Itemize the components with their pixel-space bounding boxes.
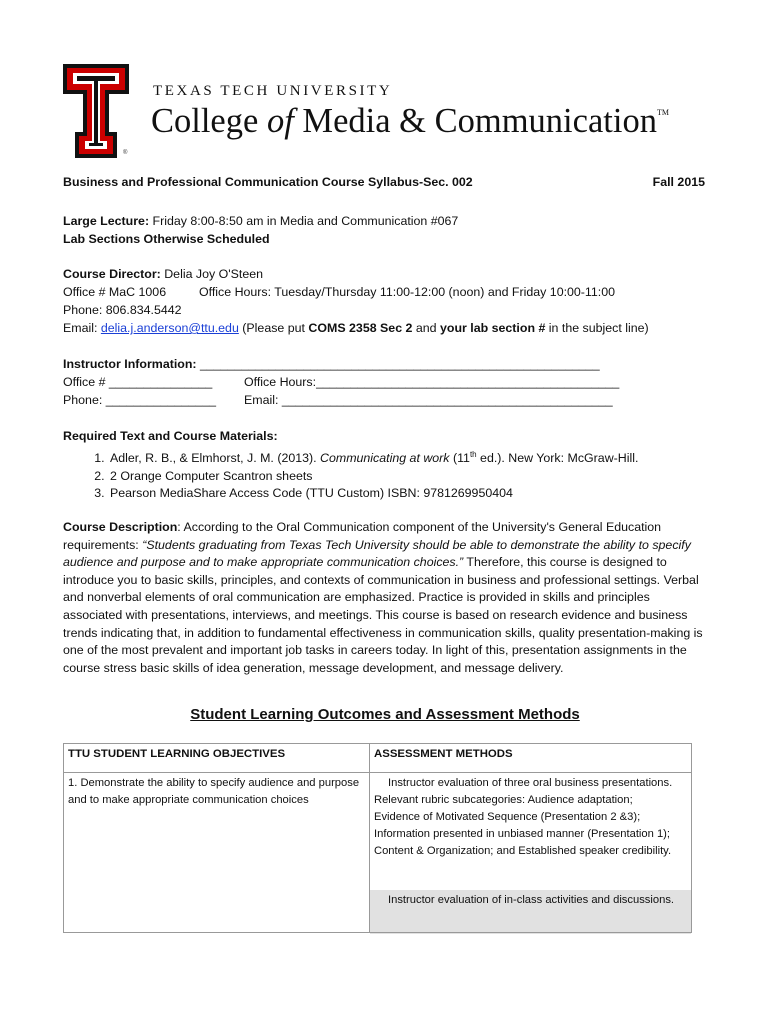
list-item: 3. Pearson MediaShare Access Code (TTU Custom) ISBN: 9781269950404 [108,485,638,503]
director-office-hours: Office Hours: Tuesday/Thursday 11:00-12:00 (noon) and Friday 10:00-11:00 [199,285,616,299]
materials-heading: Required Text and Course Materials: [63,429,278,443]
director-phone: Phone: 806.834.5442 [63,303,182,317]
college-logo [63,64,723,164]
instructor-office: Office # _______________ [63,375,213,389]
director-office: Office # MaC 1006 [63,285,167,299]
instructor-info: Instructor Information: __________________________________________________________ [63,357,600,371]
table-row [64,773,692,933]
course-title: Business and Professional Communication Course Syllabus-Sec. 002 [63,175,473,189]
director-email-link[interactable]: delia.j.anderson@ttu.edu [100,321,239,335]
list-item: 2. 2 Orange Computer Scantron sheets [108,468,638,486]
instructor-email: Email: ________________________________________________ [244,393,613,407]
term: Fall 2015 [652,175,705,189]
shaded-assessment: Instructor evaluation of in-class activities and discussions. [370,890,691,934]
college-name: College of Media & Communication™ [151,102,669,140]
column-header: ASSESSMENT METHODS [370,744,692,773]
outcomes-table [63,743,692,933]
registered-mark: ® [123,150,128,156]
table-header-row [64,744,692,773]
director-email-line: Email: delia.j.anderson@ttu.edu (Please put COMS 2358 Sec 2 and your lab section # in the subject line) [63,321,649,335]
list-item: 1. Adler, R. B., & Elmhorst, J. M. (2013). Communicating at work (11th ed.). New York: McGraw-Hill. [108,446,638,468]
course-description: Course Description: According to the Oral Communication component of the University's General Education requirements: “Students graduating from Texas Tech University should be able to demonstrate the ability to specify audience and purpose and to make appropriate communication choices.” Therefore, this course is designed to introduce you to basic skills, principles, and contexts of communication in business and professional settings. Verbal and nonverbal elements of oral communication are emphasized. Practice is provided in skills and principles associated with presentations, interviews, and meetings. This course is based on research evidence and business trends indicating that, in addition to fundamental effectiveness in communication skills, quality presentation-making is one of the most prevalent and important job tasks in careers today. In light of this, presentation assignments in the course stress basic skills of idea generation, message development, and message delivery. [63,520,703,675]
outcomes-heading: Student Learning Outcomes and Assessment Methods [190,706,580,723]
materials-list [63,446,638,503]
lab-sections: Lab Sections Otherwise Scheduled [63,232,270,246]
objective-cell: 1. Demonstrate the ability to specify audience and purpose and to make appropriate communication choices [64,773,370,933]
course-title-row [63,175,705,189]
double-t-logo-icon [63,64,129,158]
instructor-phone: Phone: ________________ [63,393,216,407]
assessment-cell: Instructor evaluation of three oral business presentations. Relevant rubric subcategories: Audience adaptation; Evidence of Motivated Sequence (Presentation 2 &3); Information presented in unbiased manner (Presentation 1); Content & Organization; and Established speaker credibility. Instructor evaluation of in-class activities and discussions. [370,773,692,933]
trademark: TM [656,108,669,117]
column-header: TTU STUDENT LEARNING OBJECTIVES [64,744,370,773]
course-director: Course Director: Delia Joy O'Steen [63,267,264,281]
instructor-office-hours: Office Hours:____________________________________________ [244,375,620,389]
university-name: TEXAS TECH UNIVERSITY [153,83,393,99]
lecture-info: Large Lecture: Friday 8:00-8:50 am in Media and Communication #067 [63,214,459,228]
